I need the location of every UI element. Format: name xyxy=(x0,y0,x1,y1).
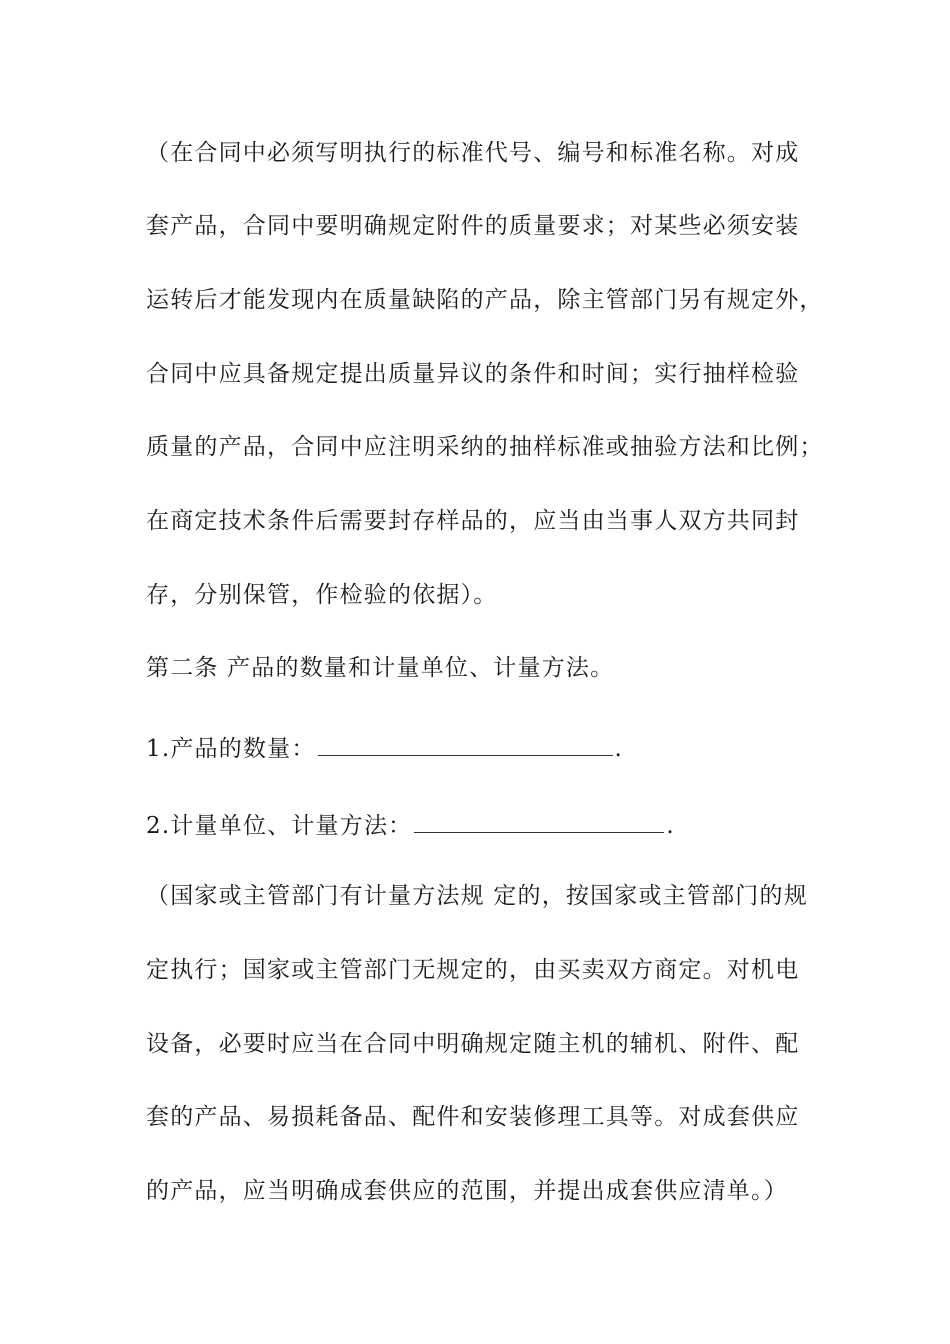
quantity-field-end: . xyxy=(614,736,624,762)
paragraph-line-8: （国家或主管部门有计量方法规 定的，按国家或主管部门的规 xyxy=(146,883,808,909)
paragraph-line-2: 套产品，合同中要明确规定附件的质量要求；对某些必须安装 xyxy=(146,213,800,239)
article-heading: 第二条 产品的数量和计量单位、计量方法。 xyxy=(146,655,615,681)
paragraph-line-10: 设备，必要时应当在合同中明确规定随主机的辅机、附件、配 xyxy=(146,1031,800,1057)
paragraph-line-7: 存，分别保管，作检验的依据）。 xyxy=(146,582,498,608)
paragraph-line-1: （在合同中必须写明执行的标准代号、编号和标准名称。对成 xyxy=(146,140,800,166)
quantity-blank-line[interactable] xyxy=(318,733,613,756)
paragraph-line-9: 定执行；国家或主管部门无规定的，由买卖双方商定。对机电 xyxy=(146,957,800,983)
unit-field-end: . xyxy=(666,813,675,839)
unit-field-label: 2.计量单位、计量方法： xyxy=(146,813,413,839)
paragraph-line-11: 套的产品、易损耗备品、配件和安装修理工具等。对成套供应 xyxy=(146,1104,800,1130)
paragraph-line-4: 合同中应具备规定提出质量异议的条件和时间；实行抽样检验 xyxy=(146,361,800,387)
unit-blank-line[interactable] xyxy=(414,810,664,833)
paragraph-line-6: 在商定技术条件后需要封存样品的，应当由当事人双方共同封 xyxy=(146,508,800,534)
paragraph-line-12: 的产品，应当明确成套供应的范围，并提出成套供应清单。） xyxy=(146,1178,788,1204)
paragraph-line-3: 运转后才能发现内在质量缺陷的产品，除主管部门另有规定外， xyxy=(146,287,824,313)
unit-field-row xyxy=(146,810,675,841)
quantity-field-row xyxy=(146,733,623,764)
quantity-field-label: 1.产品的数量： xyxy=(146,736,316,762)
paragraph-line-5: 质量的产品，合同中应注明采纳的抽样标准或抽验方法和比例； xyxy=(146,434,824,460)
